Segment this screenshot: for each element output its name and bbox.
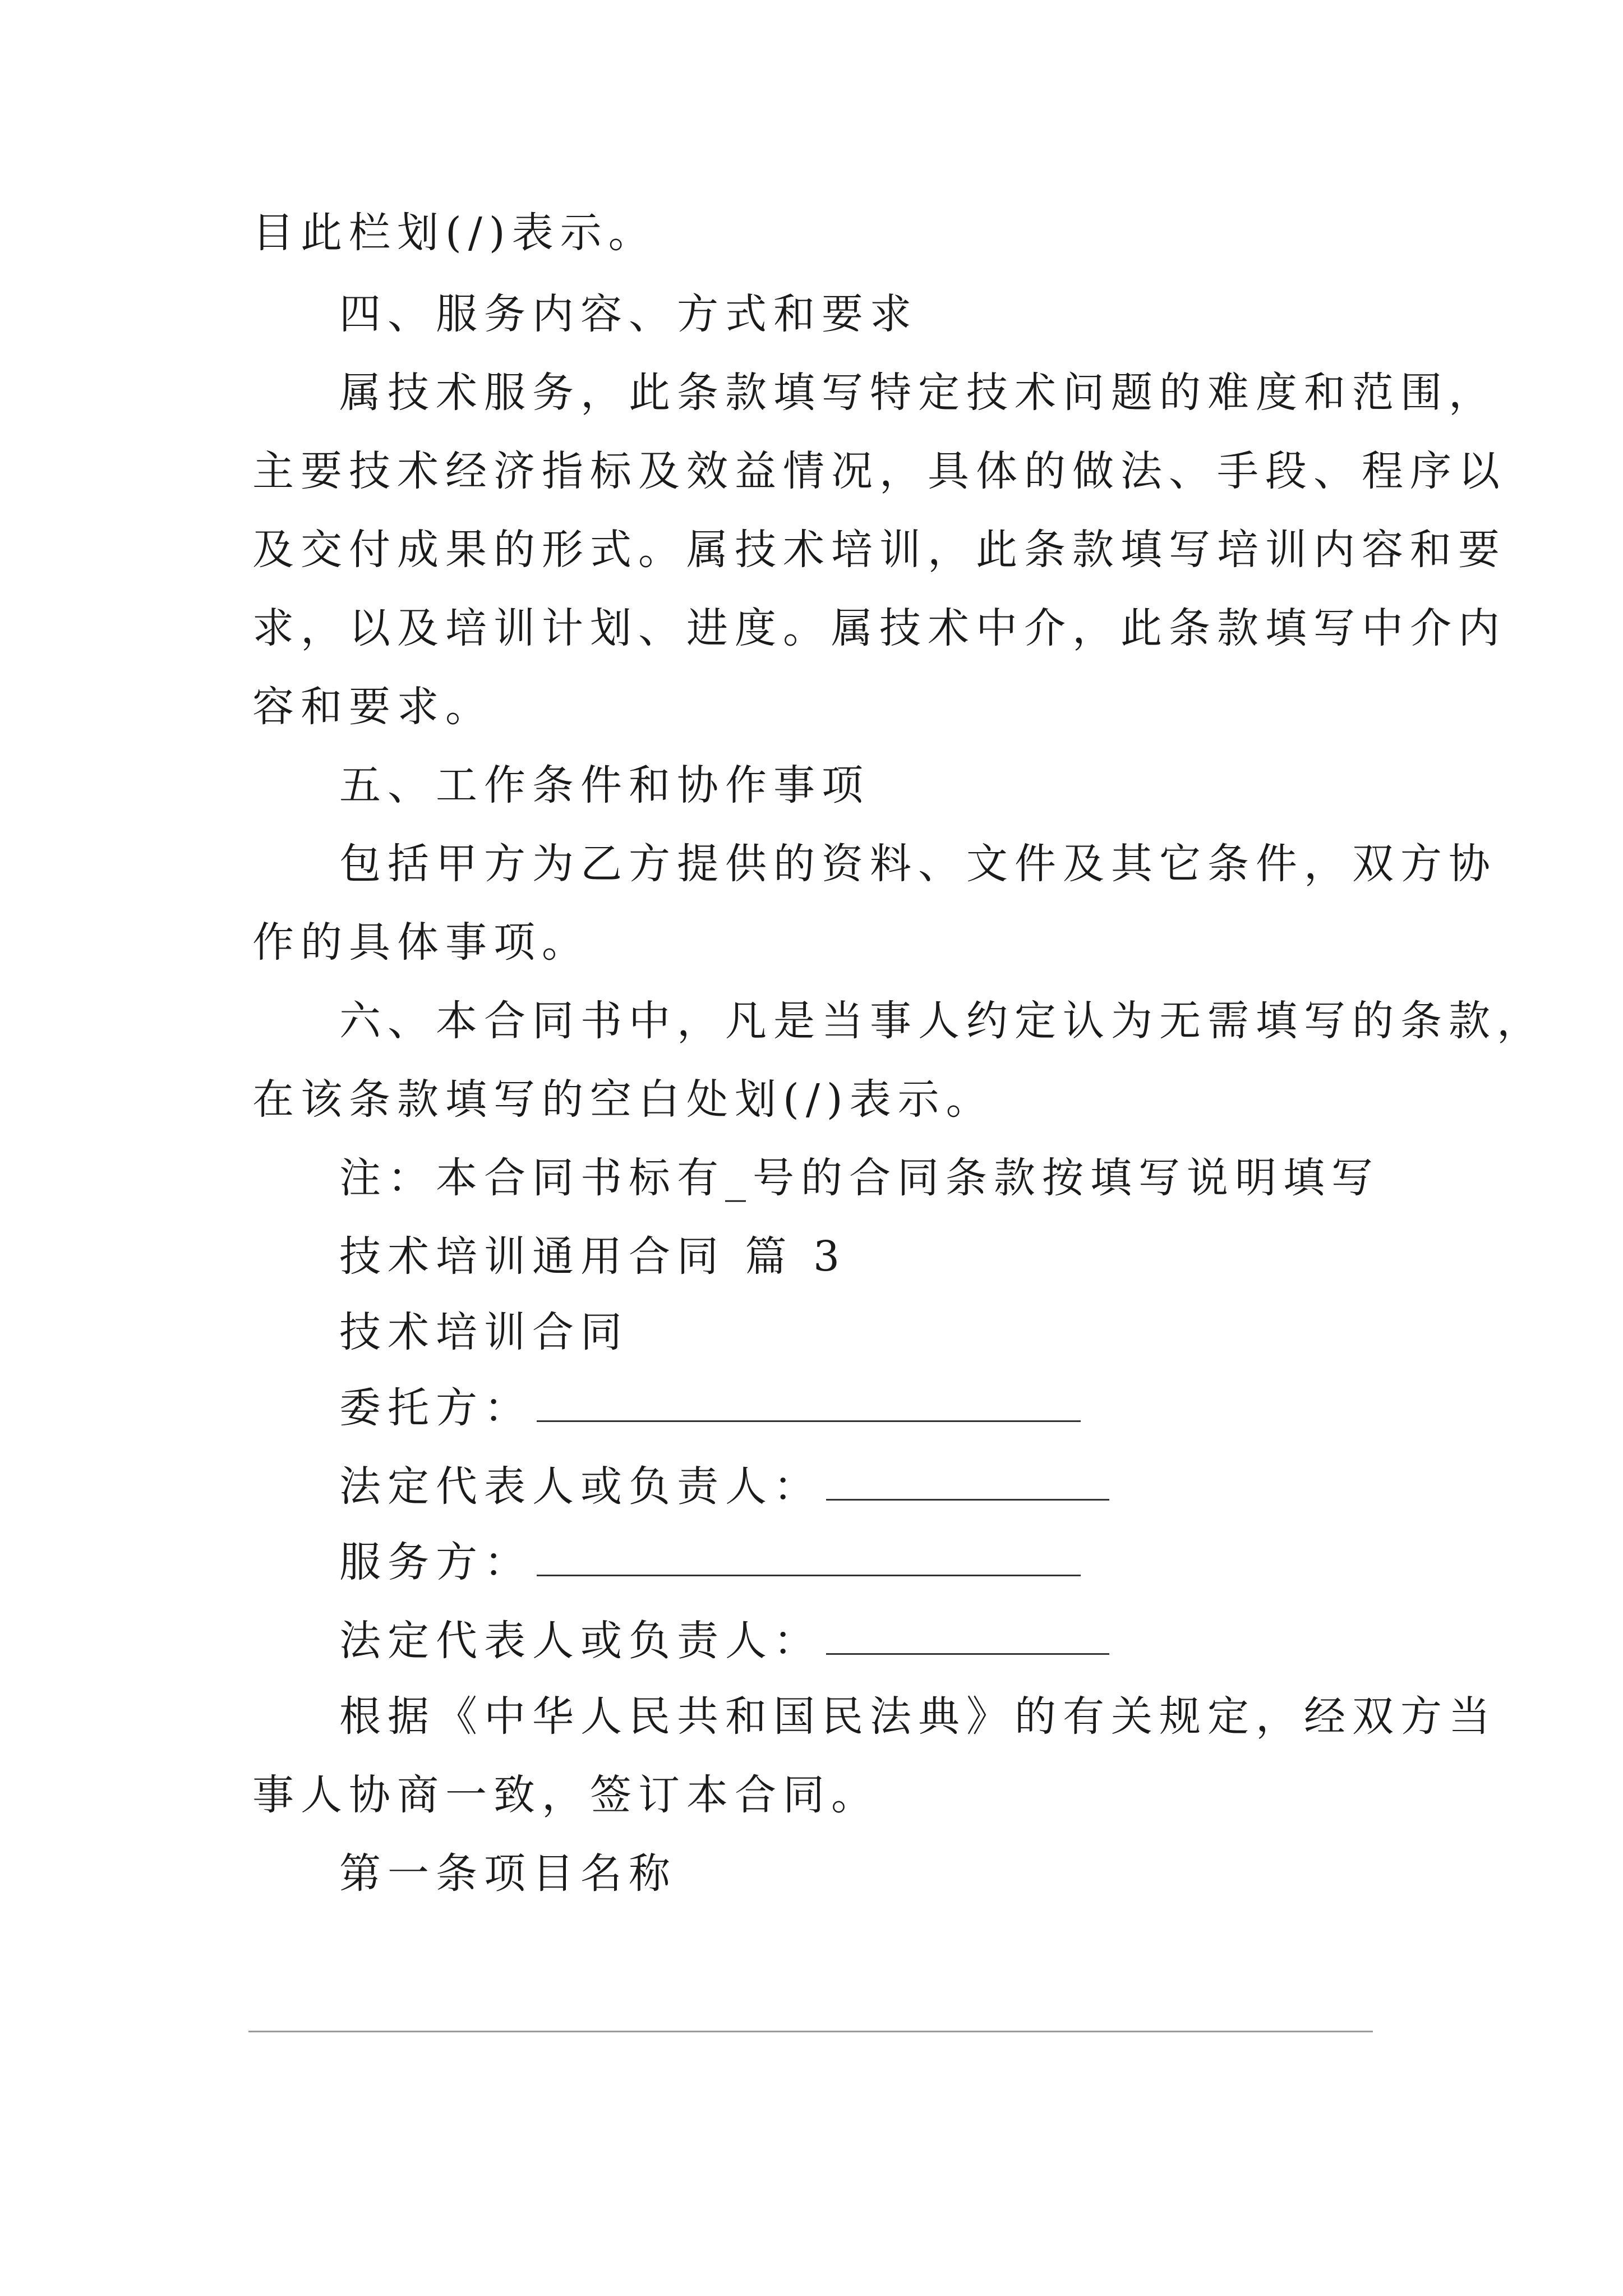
blank-line bbox=[826, 1464, 1109, 1501]
text-line: 主要技术经济指标及效益情况，具体的做法、手段、程序以 bbox=[252, 447, 1506, 495]
section-heading: 五、工作条件和协作事项 bbox=[339, 761, 870, 809]
text-line: 属技术服务，此条款填写特定技术问题的难度和范围， bbox=[339, 369, 1497, 417]
text-line: 作的具体事项。 bbox=[252, 918, 590, 967]
field-provider bbox=[339, 1534, 1081, 1590]
blank-line bbox=[537, 1540, 1081, 1576]
text-line: 及交付成果的形式。属技术培训，此条款填写培训内容和要 bbox=[252, 526, 1506, 574]
text-line: 事人协商一致，签订本合同。 bbox=[252, 1771, 879, 1819]
text-line: 在该条款填写的空白处划(/)表示。 bbox=[252, 1075, 994, 1124]
field-label: 服务方： bbox=[339, 1538, 532, 1586]
footer-divider bbox=[248, 2031, 1373, 2032]
text-line: 求，以及培训计划、进度。属技术中介，此条款填写中介内 bbox=[252, 604, 1506, 652]
text-line: 六、本合同书中，凡是当事人约定认为无需填写的条款， bbox=[339, 997, 1545, 1045]
text-line: 包括甲方为乙方提供的资料、文件及其它条件，双方协 bbox=[339, 840, 1497, 888]
contract-title: 技术培训合同 bbox=[339, 1308, 629, 1356]
text-line: 容和要求。 bbox=[252, 683, 494, 731]
field-label: 法定代表人或负责人： bbox=[339, 1462, 822, 1511]
text-line: 目此栏划(/)表示。 bbox=[252, 209, 657, 257]
blank-line bbox=[826, 1618, 1109, 1655]
field-label: 委托方： bbox=[339, 1384, 532, 1432]
article-heading: 第一条项目名称 bbox=[339, 1849, 677, 1898]
field-provider-representative bbox=[339, 1613, 1109, 1669]
text-line: 根据《中华人民共和国民法典》的有关规定，经双方当 bbox=[339, 1692, 1497, 1741]
note-line: 注：本合同书标有_号的合同条款按填写说明填写 bbox=[339, 1154, 1380, 1202]
field-client bbox=[339, 1380, 1081, 1436]
blank-line bbox=[537, 1386, 1081, 1422]
section-heading: 四、服务内容、方式和要求 bbox=[339, 290, 918, 338]
field-label: 法定代表人或负责人： bbox=[339, 1617, 822, 1665]
section-title: 技术培训通用合同 篇 3 bbox=[339, 1232, 847, 1281]
field-client-representative bbox=[339, 1458, 1109, 1515]
